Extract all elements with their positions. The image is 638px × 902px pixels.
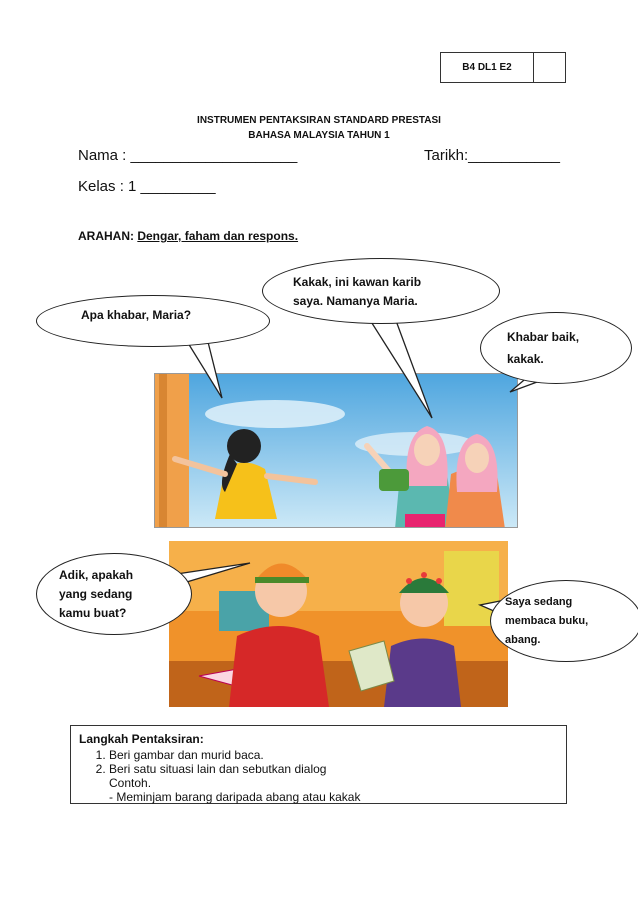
assessment-example-item: - Meminjam barang daripada abang atau kakak xyxy=(109,790,361,804)
bubble-text-line-2: kakak. xyxy=(507,352,544,366)
kelas-field[interactable]: Kelas : 1 _________ xyxy=(78,178,216,195)
title-line-1: INSTRUMEN PENTAKSIRAN STANDARD PRESTASI xyxy=(197,115,441,126)
assessment-example-label: Contoh. xyxy=(109,776,152,790)
bubble-text-line-1: Adik, apakah xyxy=(59,568,134,582)
bubble-text-line-1: Saya sedang xyxy=(505,596,573,608)
document-code: B4 DL1 E2 xyxy=(441,53,534,82)
speech-bubble-apakah xyxy=(36,553,192,635)
bubble-text-line-1: Kakak, ini kawan karib xyxy=(293,275,422,289)
speech-bubble-membaca-buku xyxy=(490,580,638,662)
nama-field[interactable]: Nama : ____________________ xyxy=(78,147,298,164)
tarikh-field[interactable]: Tarikh:___________ xyxy=(424,147,560,164)
bubble-text-line-1: Khabar baik, xyxy=(507,330,580,344)
assessment-step-1: 1. Beri gambar dan murid baca. xyxy=(109,748,558,762)
bubble-text-line-3: abang. xyxy=(505,634,541,646)
assessment-steps-box xyxy=(70,725,567,804)
speech-bubble-kawan-karib xyxy=(262,258,500,324)
bubble-text-line-2: membaca buku, xyxy=(505,615,589,627)
instruction-text: Dengar, faham dan respons. xyxy=(137,229,299,243)
bubble-text: Apa khabar, Maria? xyxy=(81,308,192,322)
instruction-label: ARAHAN: xyxy=(78,229,134,243)
speech-bubble-apa-khabar xyxy=(36,295,270,347)
bubble-text-line-2: saya. Namanya Maria. xyxy=(293,294,418,308)
assessment-steps-list xyxy=(79,748,558,804)
title-line-2: BAHASA MALAYSIA TAHUN 1 xyxy=(248,130,390,141)
bubble-text-line-2: yang sedang xyxy=(59,587,133,601)
bubble-text-line-3: kamu buat? xyxy=(59,606,127,620)
speech-bubble-khabar-baik xyxy=(480,312,632,384)
assessment-step-2 xyxy=(109,762,558,804)
assessment-heading: Langkah Pentaksiran: xyxy=(79,732,204,746)
assessment-step-2-text: Beri satu situasi lain dan sebutkan dialog xyxy=(109,762,327,776)
